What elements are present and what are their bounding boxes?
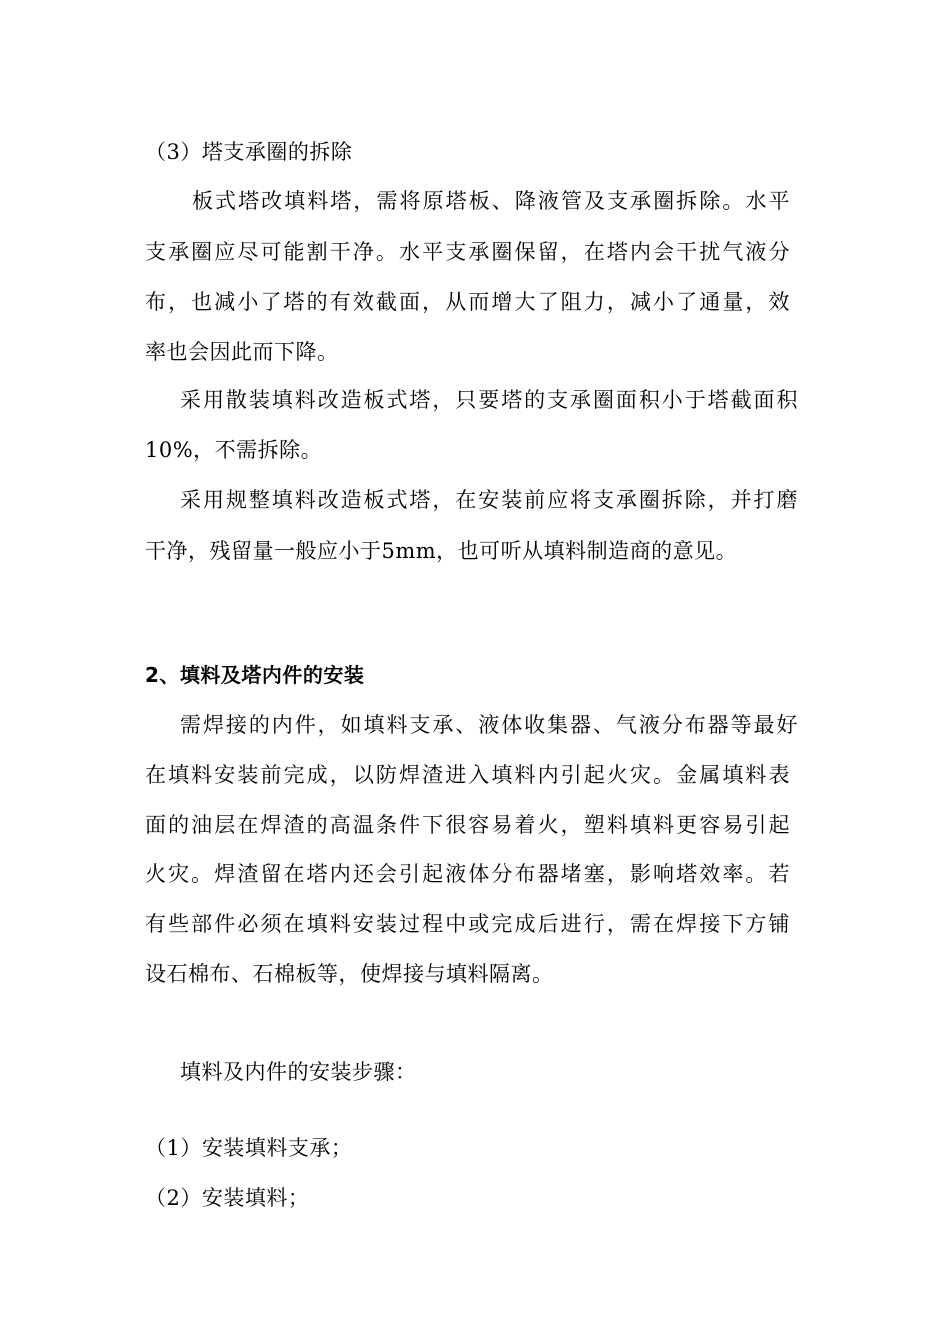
list-item: （2）安装填料； xyxy=(145,1186,310,1210)
section-heading: 2、填料及塔内件的安装 xyxy=(145,663,365,687)
paragraph-line: 干净，残留量一般应小于5mm，也可听从填料制造商的意见。 xyxy=(145,539,738,563)
paragraph-line: 需焊接的内件，如填料支承、液体收集器、气液分布器等最好 xyxy=(180,713,798,737)
paragraph-line: 板式塔改填料塔，需将原塔板、降液管及支承圈拆除。水平 xyxy=(192,189,790,213)
paragraph-line: 在填料安装前完成，以防焊渣进入填料内引起火灾。金属填料表 xyxy=(145,763,790,787)
paragraph-line: 面的油层在焊渣的高温条件下很容易着火，塑料填料更容易引起 xyxy=(145,813,790,837)
paragraph-line: 采用散装填料改造板式塔，只要塔的支承圈面积小于塔截面积 xyxy=(180,388,798,412)
paragraph-line: 有些部件必须在填料安装过程中或完成后进行，需在焊接下方铺 xyxy=(145,912,790,936)
paragraph-line: 设石棉布、石棉板等，使焊接与填料隔离。 xyxy=(145,962,554,986)
paragraph-line: 支承圈应尽可能割干净。水平支承圈保留，在塔内会干扰气液分 xyxy=(145,240,790,264)
paragraph-line: 率也会因此而下降。 xyxy=(145,340,339,364)
steps-intro: 填料及内件的安装步骤： xyxy=(180,1060,417,1084)
paragraph-line: 采用规整填料改造板式塔，在安装前应将支承圈拆除，并打磨 xyxy=(180,488,798,512)
paragraph-line: 布，也减小了塔的有效截面，从而增大了阻力，减小了通量，效 xyxy=(145,290,790,314)
paragraph-line: 10%，不需拆除。 xyxy=(145,438,323,462)
paragraph-line: 火灾。焊渣留在塔内还会引起液体分布器堵塞，影响塔效率。若 xyxy=(145,862,790,886)
list-item: （1）安装填料支承； xyxy=(145,1136,353,1160)
subsection-heading: （3）塔支承圈的拆除 xyxy=(145,140,353,164)
